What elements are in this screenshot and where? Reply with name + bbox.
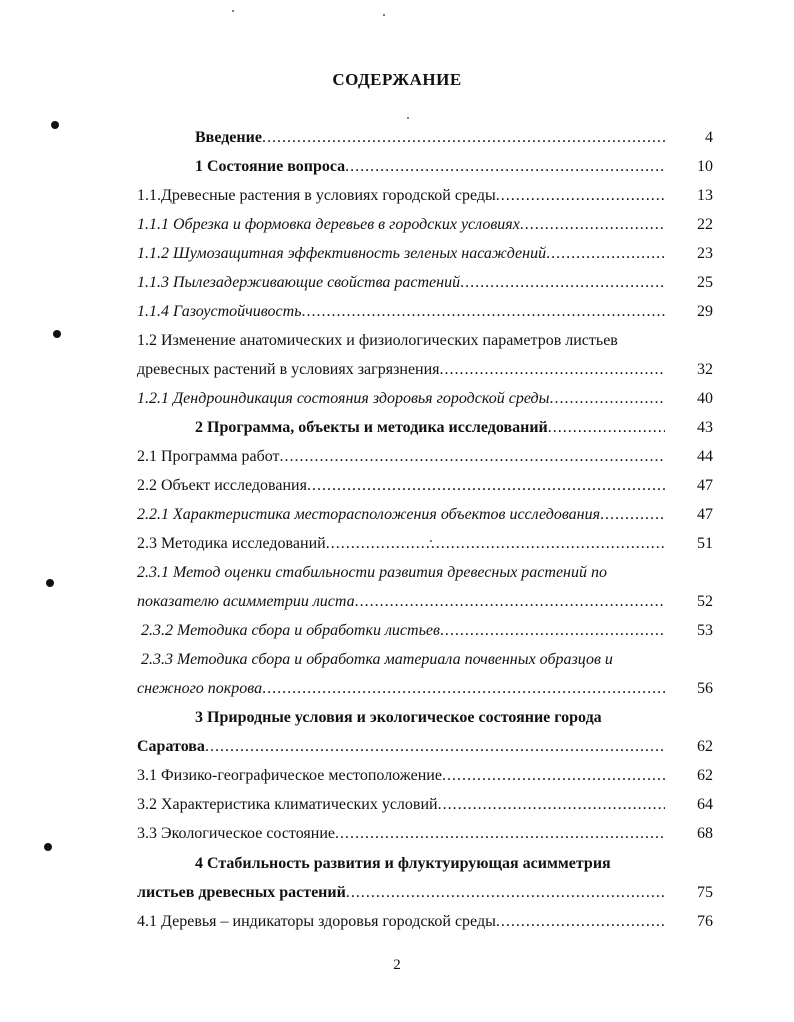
toc-entry-1-2-line1 bbox=[137, 327, 713, 355]
toc-entry-text: 4 Стабильность развития и флуктуирующая асимметрия bbox=[195, 855, 611, 872]
toc-entry-page: 25 bbox=[697, 274, 713, 291]
toc-entry-text: 1.1.4 Газоустойчивость bbox=[137, 303, 302, 320]
toc-entry-page: 4 bbox=[705, 129, 713, 146]
toc-entry-1-1-3 bbox=[137, 269, 713, 297]
toc-entry-chapter-3-line2 bbox=[137, 733, 713, 761]
scan-dot bbox=[407, 117, 409, 119]
toc-entry-page: 10 bbox=[697, 158, 713, 175]
toc-entry-page: 43 bbox=[697, 419, 713, 436]
toc-entry-chapter-1 bbox=[195, 153, 713, 181]
toc-entry-text: Введение bbox=[195, 129, 262, 146]
toc-entry-text: древесных растений в условиях загрязнения bbox=[137, 361, 440, 378]
toc-entry-2-3-3-line1 bbox=[141, 646, 713, 674]
scan-speck bbox=[51, 121, 59, 129]
toc-entry-chapter-3-line1 bbox=[195, 704, 713, 732]
toc-entry-text: 2.3.1 Метод оценки стабильности развития древесных растений по bbox=[137, 564, 607, 581]
toc-entry-1-1-2 bbox=[137, 240, 713, 268]
toc-entry-2-3-3-line2 bbox=[137, 675, 713, 703]
toc-entry-page: 40 bbox=[697, 390, 713, 407]
toc-entry-text: 1.1.Древесные растения в условиях городской среды bbox=[137, 187, 496, 204]
toc-entry-2-2-1 bbox=[137, 501, 713, 529]
scan-dot bbox=[383, 14, 385, 16]
toc-entry-text: 2.2.1 Характеристика месторасположения объектов исследования bbox=[137, 506, 601, 523]
toc-entry-2-3 bbox=[137, 530, 713, 558]
toc-entry-text: 3.1 Физико-географическое местоположение bbox=[137, 767, 442, 784]
toc-entry-page: 44 bbox=[697, 448, 713, 465]
toc-entry-text: 2.3 Методика исследований bbox=[137, 535, 326, 552]
toc-entry-page: 51 bbox=[697, 535, 713, 552]
toc-entry-text: 3.2 Характеристика климатических условий bbox=[137, 796, 438, 813]
toc-entry-1-1-4 bbox=[137, 298, 713, 326]
toc-entry-page: 29 bbox=[697, 303, 713, 320]
toc-entry-3-2 bbox=[137, 791, 713, 819]
toc-entry-page: 23 bbox=[697, 245, 713, 262]
toc-entry-text: 2.3.2 Методика сбора и обработки листьев bbox=[141, 622, 440, 639]
toc-entry-chapter-4-line2 bbox=[137, 879, 713, 907]
toc-entry-2-3-1-line2 bbox=[137, 588, 713, 616]
toc-entry-text: 1.2.1 Дендроиндикация состояния здоровья городской среды bbox=[137, 390, 550, 407]
toc-entry-page: 22 bbox=[697, 216, 713, 233]
toc-entry-text: 1.2 Изменение анатомических и физиологических параметров листьев bbox=[137, 332, 618, 349]
toc-entry-text: 3.3 Экологическое состояние bbox=[137, 825, 335, 842]
toc-entry-2-3-1-line1 bbox=[137, 559, 713, 587]
toc-entry-text: 2 Программа, объекты и методика исследований bbox=[195, 419, 548, 436]
page-title: СОДЕРЖАНИЕ bbox=[332, 70, 462, 89]
toc-entry-2-3-2 bbox=[141, 617, 713, 645]
toc-entry-page: 64 bbox=[697, 796, 713, 813]
toc-entry-1-2-line2 bbox=[137, 356, 713, 384]
scan-dot bbox=[232, 10, 234, 12]
toc-entry-page: 75 bbox=[697, 884, 713, 901]
toc-entry-page: 62 bbox=[697, 767, 713, 784]
toc-entry-page: 32 bbox=[697, 361, 713, 378]
toc-entry-text: листьев древесных растений bbox=[137, 884, 346, 901]
toc-entry-page: 53 bbox=[697, 622, 713, 639]
toc-entry-chapter-4-line1 bbox=[195, 850, 713, 878]
toc-entry-text: показателю асимметрии листа bbox=[137, 593, 355, 610]
page-number: 2 bbox=[393, 957, 401, 973]
toc-entry-introduction bbox=[195, 124, 713, 152]
toc-entry-1-1 bbox=[137, 182, 713, 210]
toc-entry-2-2 bbox=[137, 472, 713, 500]
toc-entry-chapter-2 bbox=[195, 414, 713, 442]
toc-entry-1-2-1 bbox=[137, 385, 713, 413]
toc-entry-page: 56 bbox=[697, 680, 713, 697]
scan-speck bbox=[46, 579, 54, 587]
toc-entry-text: Саратова bbox=[137, 738, 205, 755]
toc-entry-1-1-1 bbox=[137, 211, 713, 239]
toc-entry-text: 1.1.1 Обрезка и формовка деревьев в городских условиях bbox=[137, 216, 520, 233]
toc-entry-page: 47 bbox=[697, 506, 713, 523]
toc-entry-3-3 bbox=[137, 820, 713, 848]
toc-entry-page: 47 bbox=[697, 477, 713, 494]
scan-dot bbox=[430, 540, 432, 542]
toc-entry-4-1 bbox=[137, 908, 713, 936]
toc-entry-page: 52 bbox=[697, 593, 713, 610]
toc-entry-text: снежного покрова bbox=[137, 680, 263, 697]
scan-speck bbox=[53, 330, 61, 338]
toc-entry-text: 2.2 Объект исследования bbox=[137, 477, 307, 494]
toc-entry-text: 2.1 Программа работ bbox=[137, 448, 280, 465]
toc-entry-text: 1.1.3 Пылезадерживающие свойства растений bbox=[137, 274, 461, 291]
toc-entry-text: 1.1.2 Шумозащитная эффективность зеленых насаждений bbox=[137, 245, 547, 262]
scan-speck bbox=[44, 843, 52, 851]
toc-entry-page: 76 bbox=[697, 913, 713, 930]
toc-entry-page: 13 bbox=[697, 187, 713, 204]
toc-entry-text: 1 Состояние вопроса bbox=[195, 158, 346, 175]
toc-entry-3-1 bbox=[137, 762, 713, 790]
toc-entry-text: 2.3.3 Методика сбора и обработка материала почвенных образцов и bbox=[141, 651, 613, 668]
toc-entry-text: 3 Природные условия и экологическое состояние города bbox=[195, 709, 602, 726]
toc-entry-page: 62 bbox=[697, 738, 713, 755]
toc-entry-text: 4.1 Деревья – индикаторы здоровья городской среды bbox=[137, 913, 496, 930]
toc-entry-page: 68 bbox=[697, 825, 713, 842]
toc-entry-2-1 bbox=[137, 443, 713, 471]
